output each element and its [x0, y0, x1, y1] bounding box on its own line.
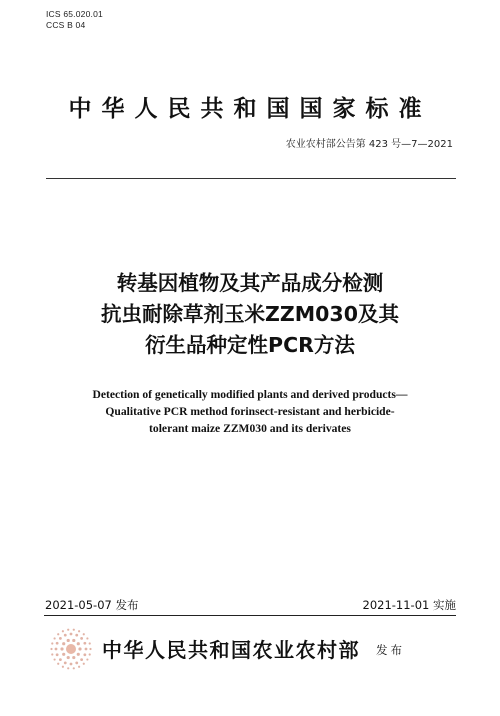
emblem-dot	[72, 639, 75, 642]
ministry-emblem-icon	[50, 628, 92, 670]
emblem-dot	[86, 658, 88, 660]
chinese-title-line-2: 抗虫耐除草剂玉米ZZM030及其	[101, 302, 399, 326]
emblem-dot	[62, 666, 64, 668]
chinese-title-line-1: 转基因植物及其产品成分检测	[116, 271, 384, 295]
emblem-dot	[54, 658, 56, 660]
emblem-dot	[70, 633, 73, 636]
emblem-dot	[56, 653, 59, 656]
emblem-dot	[73, 667, 75, 669]
emblem-dot	[86, 637, 88, 639]
emblem-dot	[67, 656, 70, 659]
emblem-dot	[78, 630, 80, 632]
emblem-dot	[62, 642, 65, 645]
emblem-dot	[83, 642, 86, 645]
emblem-dot	[67, 639, 70, 642]
emblem-dot	[54, 637, 56, 639]
standard-title: 中华人民共和国国家标准	[68, 96, 432, 122]
emblem-dot	[67, 667, 69, 669]
emblem-dot	[67, 629, 69, 631]
emblem-dot	[77, 642, 80, 645]
chinese-title	[0, 268, 500, 361]
emblem-dot	[89, 653, 91, 655]
emblem-dot	[59, 637, 62, 640]
emblem-dot	[78, 647, 81, 650]
emblem-dot	[75, 634, 78, 637]
english-title-line-2: Qualitative PCR method forinsect-resistant and herbicide-	[105, 405, 395, 418]
emblem-dot	[62, 653, 65, 656]
english-title	[50, 386, 450, 437]
emblem-dot	[80, 637, 83, 640]
emblem-dot	[80, 658, 83, 661]
emblem-dot	[78, 666, 80, 668]
emblem-dot	[56, 642, 59, 645]
emblem-dot	[51, 642, 53, 644]
emblem-dot	[59, 658, 62, 661]
emblem-dot	[70, 663, 73, 666]
emblem-dot	[55, 648, 58, 651]
english-title-line-3: tolerant maize ZZM030 and its derivates	[149, 422, 351, 435]
emblem-dot	[89, 648, 91, 650]
bottom-divider	[44, 615, 456, 616]
implementation-date: 2021-11-01 实施	[362, 598, 456, 612]
emblem-dot	[62, 630, 64, 632]
emblem-dot	[57, 663, 59, 665]
emblem-dot	[64, 661, 67, 664]
emblem-dot	[83, 663, 85, 665]
emblem-dot	[85, 648, 88, 651]
ics-code: ICS 65.020.01	[46, 9, 103, 19]
publish-label: 发布	[376, 643, 405, 657]
emblem-dot	[51, 653, 53, 655]
emblem-dot	[60, 647, 63, 650]
emblem-dot	[83, 633, 85, 635]
standard-number: 农业农村部公告第 423 号—7—2021	[285, 139, 453, 150]
publisher-name: 中华人民共和国农业农村部	[102, 638, 360, 662]
emblem-dot	[83, 653, 86, 656]
emblem-dot	[75, 661, 78, 664]
emblem-dot	[72, 656, 75, 659]
emblem-dot	[57, 633, 59, 635]
top-divider	[46, 178, 456, 179]
release-date: 2021-05-07 发布	[45, 598, 139, 612]
emblem-dot	[89, 642, 91, 644]
english-title-line-1: Detection of genetically modified plants and derived products—	[92, 388, 408, 401]
ccs-code: CCS B 04	[46, 20, 86, 30]
classification-codes	[46, 9, 103, 31]
emblem-dot	[50, 648, 52, 650]
emblem-dot	[77, 653, 80, 656]
chinese-title-line-3: 衍生品种定性PCR方法	[145, 333, 355, 357]
emblem-dot	[73, 629, 75, 631]
emblem-dot	[64, 634, 67, 637]
